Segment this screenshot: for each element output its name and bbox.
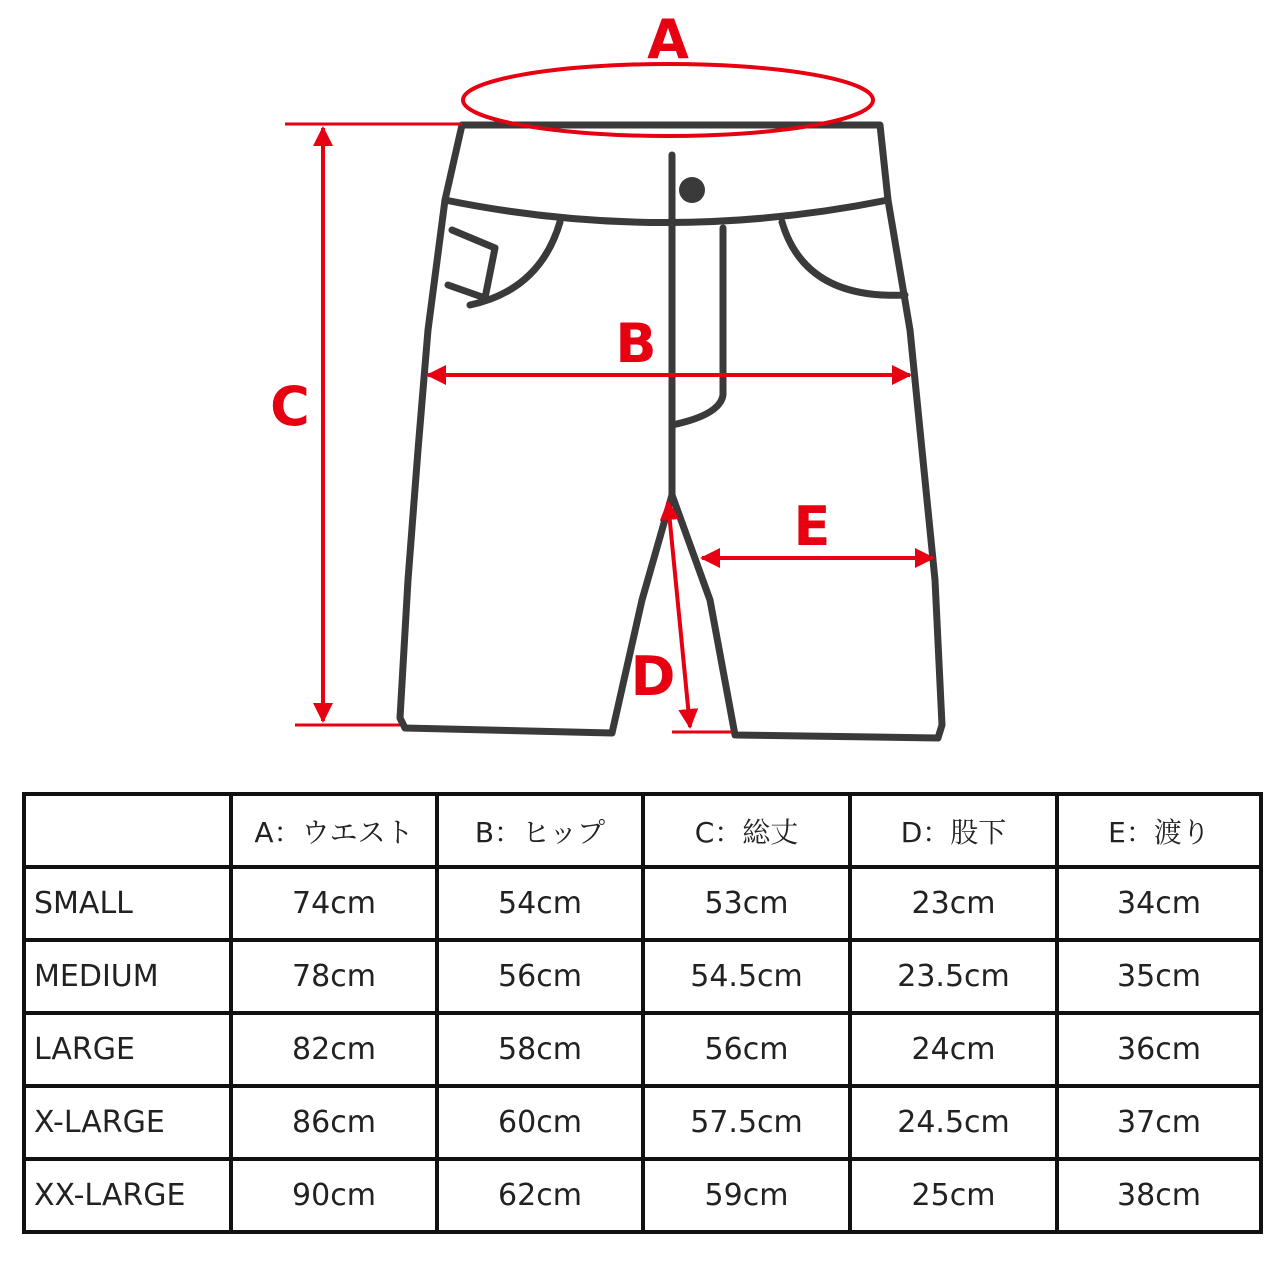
header-thigh: E：渡り [1057, 794, 1261, 867]
header-hip: B：ヒップ [437, 794, 643, 867]
size-name: LARGE [24, 1013, 231, 1086]
waist-value: 74cm [231, 867, 437, 940]
waist-value: 90cm [231, 1159, 437, 1232]
label-d: D [630, 645, 676, 708]
label-c: C [270, 375, 310, 438]
table-header-row [24, 794, 1261, 867]
button-icon [679, 177, 705, 203]
hip-value: 62cm [437, 1159, 643, 1232]
thigh-value: 34cm [1057, 867, 1261, 940]
inseam-value: 24cm [850, 1013, 1057, 1086]
size-table [22, 792, 1263, 1234]
table-row [24, 867, 1261, 940]
hip-value: 58cm [437, 1013, 643, 1086]
table-row [24, 1086, 1261, 1159]
inseam-value: 23.5cm [850, 940, 1057, 1013]
total-length-value: 57.5cm [643, 1086, 850, 1159]
total-length-value: 59cm [643, 1159, 850, 1232]
total-length-value: 56cm [643, 1013, 850, 1086]
inseam-value: 25cm [850, 1159, 1057, 1232]
waist-value: 82cm [231, 1013, 437, 1086]
table-row [24, 940, 1261, 1013]
total-length-value: 54.5cm [643, 940, 850, 1013]
thigh-value: 35cm [1057, 940, 1261, 1013]
header-inseam: D：股下 [850, 794, 1057, 867]
label-e: E [793, 495, 831, 558]
table-row [24, 1013, 1261, 1086]
inseam-value: 23cm [850, 867, 1057, 940]
waist-value: 78cm [231, 940, 437, 1013]
thigh-value: 36cm [1057, 1013, 1261, 1086]
hip-value: 54cm [437, 867, 643, 940]
thigh-value: 37cm [1057, 1086, 1261, 1159]
thigh-value: 38cm [1057, 1159, 1261, 1232]
table-row [24, 1159, 1261, 1232]
label-b: B [615, 312, 657, 375]
header-waist: A：ウエスト [231, 794, 437, 867]
size-name: MEDIUM [24, 940, 231, 1013]
size-name: SMALL [24, 867, 231, 940]
hip-value: 56cm [437, 940, 643, 1013]
size-name: X-LARGE [24, 1086, 231, 1159]
label-a: A [647, 8, 689, 71]
size-name: XX-LARGE [24, 1159, 231, 1232]
header-corner [24, 794, 231, 867]
header-total-length: C：総丈 [643, 794, 850, 867]
inseam-value: 24.5cm [850, 1086, 1057, 1159]
hip-value: 60cm [437, 1086, 643, 1159]
total-length-value: 53cm [643, 867, 850, 940]
waist-value: 86cm [231, 1086, 437, 1159]
